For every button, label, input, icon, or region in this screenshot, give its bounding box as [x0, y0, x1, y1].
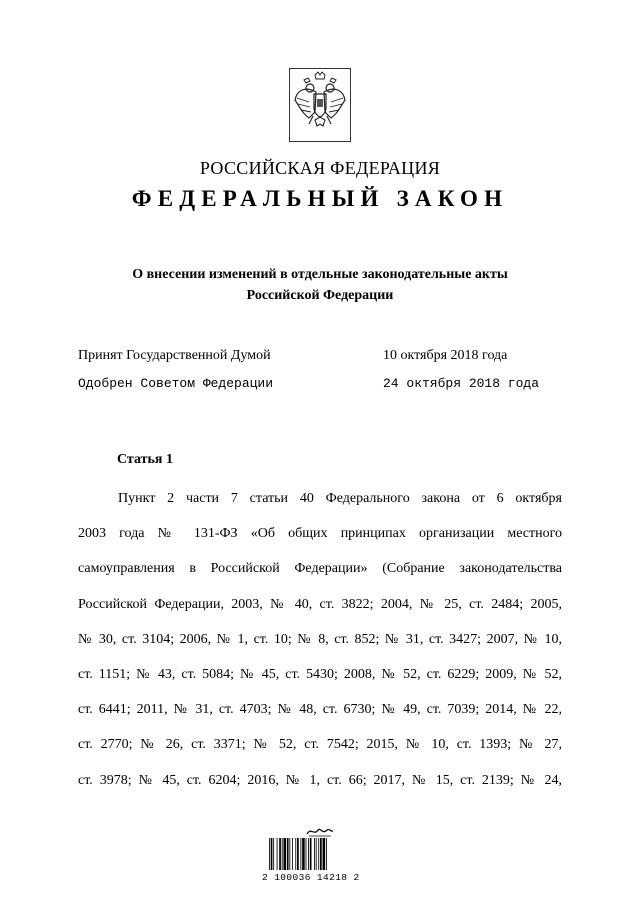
barcode-bar — [314, 838, 315, 870]
body-line: 2003 года № 131-ФЗ «Об общих принципах организации местного — [78, 526, 562, 542]
barcode-bar — [308, 838, 309, 870]
barcode-bar — [320, 838, 322, 870]
coat-of-arms-icon — [289, 68, 351, 142]
barcode-bar — [316, 838, 317, 870]
law-title — [0, 264, 640, 306]
barcode-bar — [292, 838, 293, 870]
body-line: Российской Федерации, 2003, № 40, ст. 3822; 2004, № 25, ст. 2484; 2005, — [78, 596, 562, 612]
body-line: самоуправления в Российской Федерации» (Собрание законодательства — [78, 561, 562, 577]
barcode-icon — [268, 838, 352, 870]
barcode-bar — [300, 838, 301, 870]
barcode-bar — [289, 838, 290, 870]
adoption-date: 24 октября 2018 года — [383, 376, 540, 391]
barcode-bar — [297, 838, 299, 870]
barcode-bar — [326, 838, 327, 870]
law-title-line-1: О внесении изменений в отдельные законодательные акты — [132, 267, 508, 282]
barcode-bar — [271, 838, 273, 870]
barcode-bar — [302, 838, 305, 870]
body-line: ст. 1151; № 43, ст. 5084; № 45, ст. 5430; 2008, № 52, ст. 6229; 2009, № 52, — [78, 666, 562, 682]
barcode-number: 2 100036 14218 2 — [262, 872, 360, 883]
body-line: ст. 6441; 2011, № 31, ст. 4703; № 48, ст. 6730; № 49, ст. 7039; 2014, № 22, — [78, 702, 562, 718]
document-type: ФЕДЕРАЛЬНЫЙ ЗАКОН — [131, 186, 509, 211]
handwritten-mark-icon — [305, 824, 335, 838]
barcode-bar — [306, 838, 307, 870]
article-heading: Статья 1 — [117, 452, 173, 467]
adoption-label: Принят Государственной Думой — [78, 348, 271, 363]
barcode-bar — [279, 838, 281, 870]
body-line: Пункт 2 части 7 статьи 40 Федерального закона от 6 октября — [118, 491, 562, 506]
body-line: ст. 2770; № 26, ст. 3371; № 52, ст. 7542; 2015, № 10, ст. 1393; № 27, — [78, 737, 562, 753]
barcode-bar — [277, 838, 278, 870]
barcode-bar — [310, 838, 312, 870]
barcode-bar — [295, 838, 296, 870]
body-line: № 30, ст. 3104; 2006, № 1, ст. 10; № 8, ст. 852; № 31, ст. 3427; 2007, № 10, — [78, 631, 562, 647]
barcode-bar — [269, 838, 270, 870]
adoption-date: 10 октября 2018 года — [383, 348, 508, 363]
barcode-bar — [283, 838, 286, 870]
barcode-bar — [282, 838, 283, 870]
law-title-line-2: Российской Федерации — [246, 288, 394, 303]
barcode-bar — [318, 838, 319, 870]
body-line: ст. 3978; № 45, ст. 6204; 2016, № 1, ст. 66; 2017, № 15, ст. 2139; № 24, — [78, 772, 562, 788]
barcode-bar — [273, 838, 274, 870]
barcode-bar — [287, 838, 289, 870]
adoption-label: Одобрен Советом Федерации — [78, 376, 274, 391]
article-body — [78, 481, 562, 798]
barcode-bar — [323, 838, 326, 870]
country-name: РОССИЙСКАЯ ФЕДЕРАЦИЯ — [199, 158, 441, 178]
